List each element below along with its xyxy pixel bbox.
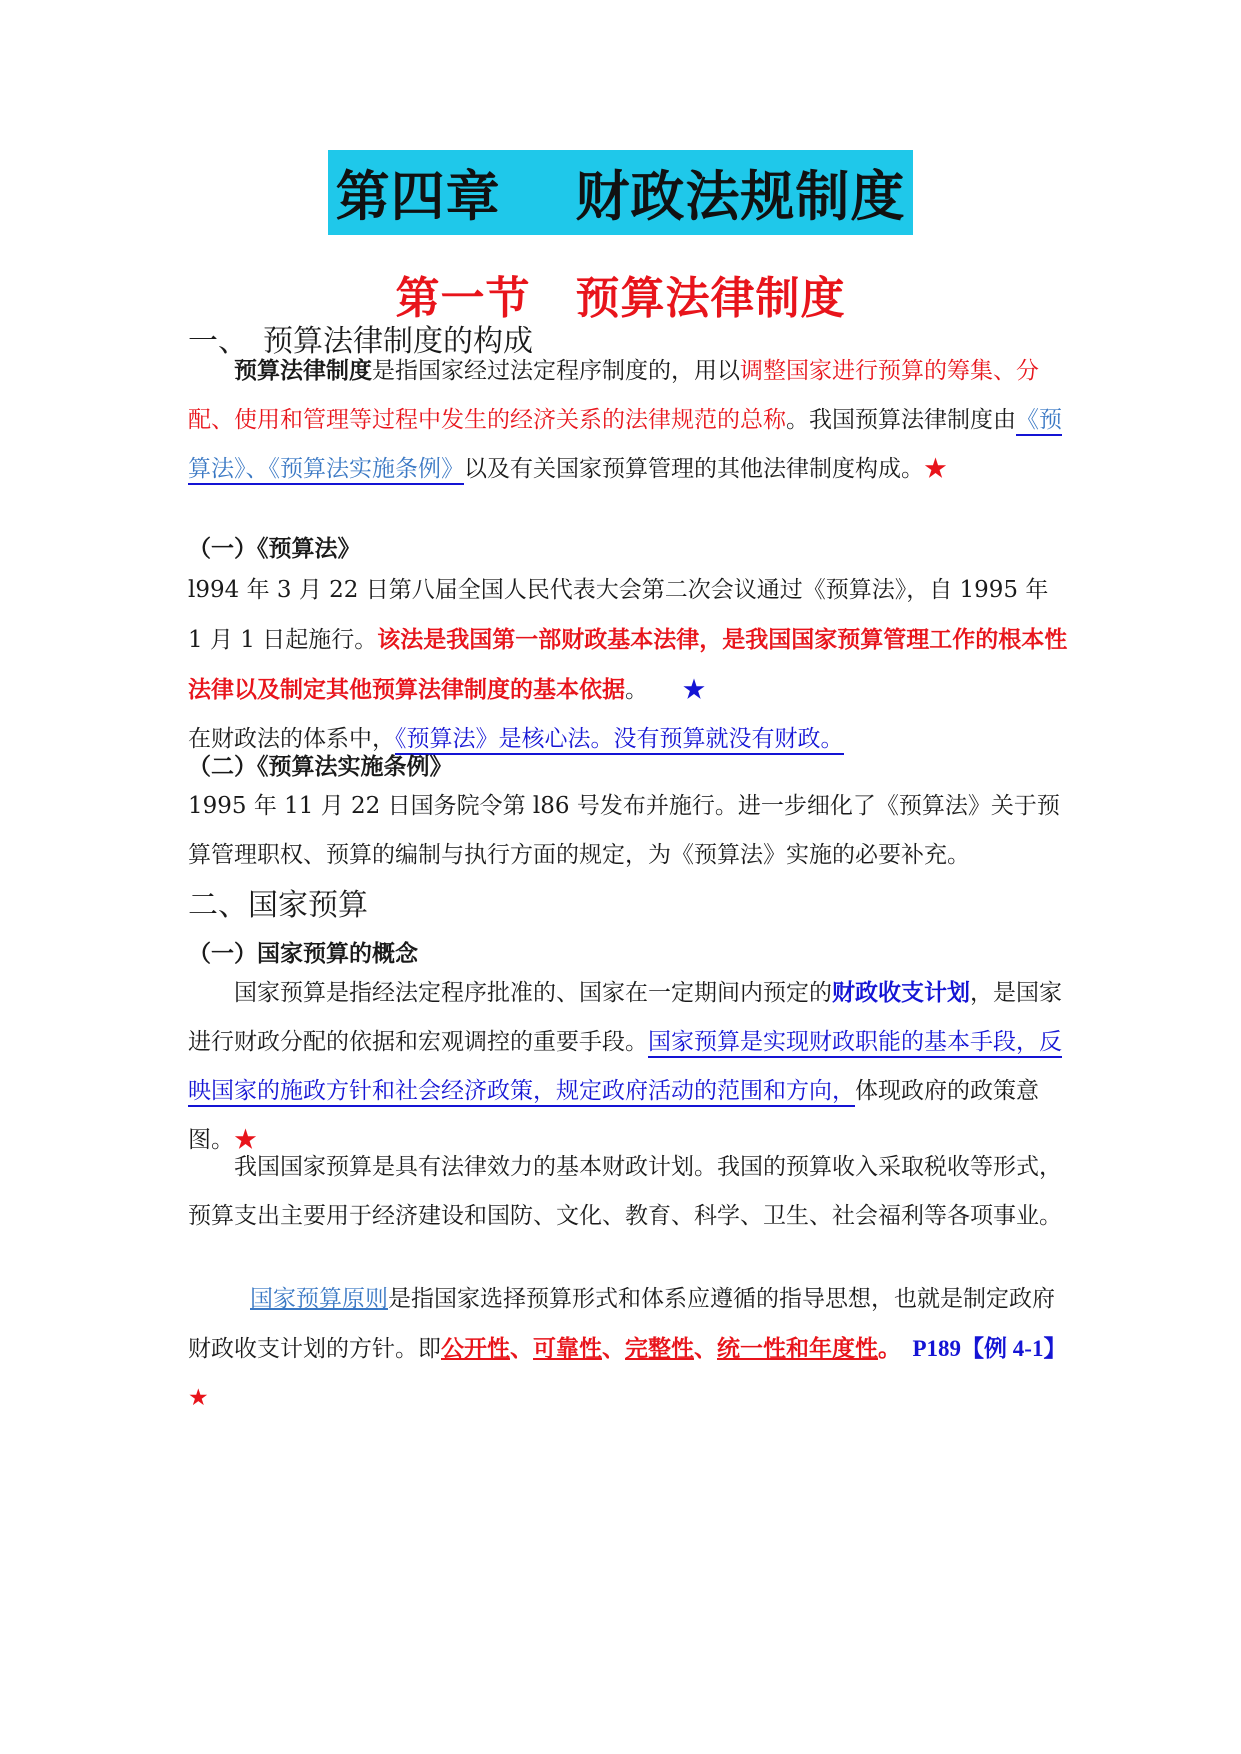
- section-title: 第一节 预算法律制度: [395, 273, 846, 324]
- paragraph-implementation-regulations: 1995 年 11 月 22 日国务院令第 l86 号发布并施行。进一步细化了《预算法》关于预算管理职权、预算的编制与执行方面的规定，为《预算法》实施的必要补充。: [188, 793, 1060, 868]
- text-segment: 是指国家经过法定程序制度的，用以: [372, 358, 740, 384]
- principle-end: 。: [878, 1335, 890, 1362]
- text-segment: l994 年 3 月 22 日第八届全国人民代表大会第二次会议通过《预算法》，自 1995 年 1 月 1 日起施行。: [188, 577, 1049, 653]
- principle-item: 可靠性: [533, 1335, 602, 1362]
- text-segment: 以及有关国家预算管理的其他法律制度构成。: [464, 456, 924, 482]
- star-icon: ★: [924, 456, 947, 482]
- definition-red: 调整国家进行预算的筹集、分配、使用和管理等过程中发生的经济关系的法律规范的总称: [188, 358, 1039, 433]
- star-icon: ★: [188, 1385, 209, 1411]
- principle-separator: 、: [510, 1335, 533, 1362]
- budget-principles-link[interactable]: 国家预算原则: [250, 1286, 388, 1312]
- heading-budget-legal-system: 一、 预算法律制度的构成: [188, 324, 533, 359]
- example-reference: P189【例 4-1】: [912, 1336, 1067, 1361]
- laws-underlined: 《预算法》、《预算法实施条例》: [188, 407, 1062, 485]
- principle-item: 统一性和年度性: [717, 1335, 878, 1362]
- paragraph-budget-legal-system: [188, 346, 1068, 494]
- fiscal-plan-blue: 财政收支计划: [832, 979, 970, 1006]
- core-law-underlined: 《预算法》是核心法。没有预算就没有财政。: [395, 726, 844, 755]
- star-icon: ★: [234, 1127, 257, 1153]
- chapter-title: 第四章 财政法规制度: [328, 150, 914, 235]
- heading-state-budget: 二、国家预算: [188, 888, 368, 923]
- heading-budget-law: （一）《预算法》: [188, 536, 361, 562]
- text-segment: ，是国家进行财政分配的依据和宏观调控的重要手段。: [188, 980, 1062, 1055]
- principle-item: 完整性: [625, 1335, 694, 1362]
- budget-function-underlined: 国家预算是实现财政职能的基本手段，反映国家的施政方针和社会经济政策，规定政府活动的范围和方向，: [188, 1029, 1062, 1107]
- principle-item: 公开性: [441, 1335, 510, 1362]
- text-segment: 体现政府的政策意图。: [188, 1078, 1039, 1153]
- heading-implementation-regulations: （二）《预算法实施条例》: [188, 754, 453, 780]
- text-segment: 国家预算是指经法定程序批准的、国家在一定期间内预定的: [234, 980, 832, 1006]
- text-segment: 。: [625, 677, 637, 703]
- paragraph-budget-principles: [188, 1275, 1068, 1423]
- paragraph-state-budget-concept: [188, 968, 1068, 1165]
- text-segment: 是指国家选择预算形式和体系应遵循的指导思想，也就是制定政府财政收支计划的方针。即: [188, 1286, 1055, 1362]
- text-segment: 。我国预算法律制度由: [786, 407, 1016, 433]
- budget-law-significance-red: 该法是我国第一部财政基本法律，是我国国家预算管理工作的根本性法律以及制定其他预算法律制度的基本依据: [188, 626, 1068, 703]
- paragraph-state-budget-legal-effect: 我国国家预算是具有法律效力的基本财政计划。我国的预算收入采取税收等形式，预算支出主要用于经济建设和国防、文化、教育、科学、卫生、社会福利等各项事业。: [188, 1154, 1062, 1229]
- text-segment: 在财政法的体系中，: [188, 726, 395, 752]
- term-budget-legal-system: 预算法律制度: [234, 357, 372, 384]
- principle-separator: 、: [602, 1335, 625, 1362]
- heading-state-budget-concept: （一）国家预算的概念: [188, 941, 418, 967]
- chapter-title-container: [0, 150, 1241, 235]
- star-icon: ★: [682, 677, 706, 703]
- section-title-container: [0, 262, 1241, 326]
- principle-separator: 、: [694, 1335, 717, 1362]
- paragraph-budget-law: [188, 566, 1068, 764]
